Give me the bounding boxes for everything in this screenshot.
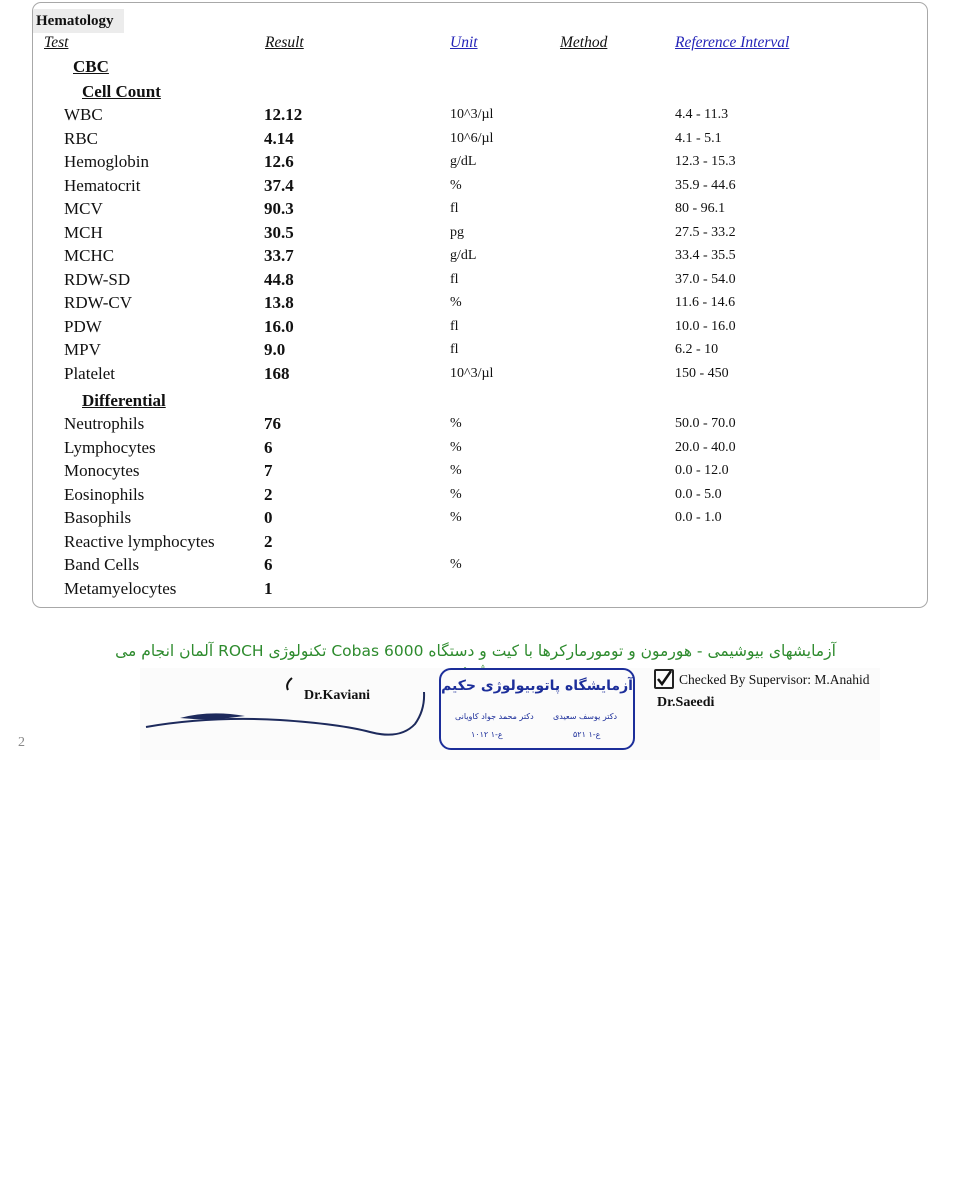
table-row — [0, 508, 959, 532]
result-value: 16.0 — [264, 316, 294, 336]
test-name: MCHC — [64, 246, 115, 265]
table-row — [0, 223, 959, 247]
reference-range: 33.4 - 35.5 — [675, 248, 736, 263]
reference-range: 10.0 - 16.0 — [675, 318, 736, 334]
test-name: Band Cells — [64, 555, 140, 574]
table-row — [0, 270, 959, 294]
test-name: MCV — [64, 199, 103, 218]
table-row — [0, 364, 959, 388]
group-title-cbc: CBC — [73, 57, 109, 76]
reference-range: 35.9 - 44.6 — [675, 177, 736, 193]
stamp-left-code: ع-۱ ۱۰۱۲ — [471, 730, 503, 739]
reference-range: 4.1 - 5.1 — [675, 130, 722, 146]
unit-value: 10^3/µl — [450, 107, 494, 122]
page-number: 2 — [18, 735, 25, 750]
unit-value: fl — [450, 201, 459, 216]
subgroup-title-cell-count: Cell Count — [82, 82, 161, 101]
unit-value: 10^6/µl — [450, 130, 494, 146]
unit-value: % — [450, 510, 462, 525]
unit-value: fl — [450, 318, 459, 334]
unit-value: % — [450, 486, 462, 502]
unit-value: fl — [450, 271, 459, 287]
stamp-right-name: دکتر یوسف سعیدی — [553, 712, 618, 721]
test-name: WBC — [64, 105, 103, 124]
unit-value: pg — [450, 224, 464, 240]
test-name: MPV — [64, 340, 101, 359]
reference-range: 20.0 - 40.0 — [675, 439, 736, 455]
column-header-method: Method — [560, 34, 608, 51]
reference-range: 37.0 - 54.0 — [675, 271, 736, 287]
lab-stamp — [439, 668, 635, 750]
result-value: 1 — [264, 578, 273, 598]
unit-value: % — [450, 557, 462, 572]
reference-range: 11.6 - 14.6 — [675, 295, 736, 310]
result-value: 9.0 — [264, 340, 286, 359]
test-name: RBC — [64, 128, 99, 148]
reference-range: 0.0 - 12.0 — [675, 463, 729, 478]
unit-value: fl — [450, 342, 459, 357]
unit-value: % — [450, 439, 462, 455]
unit-value: % — [450, 463, 462, 478]
test-name: Metamyelocytes — [64, 578, 177, 598]
unit-value: g/dL — [450, 248, 477, 263]
test-name: Lymphocytes — [64, 437, 156, 457]
result-value: 90.3 — [264, 199, 294, 218]
table-row — [0, 317, 959, 341]
reference-range: 6.2 - 10 — [675, 342, 719, 357]
reference-range: 0.0 - 5.0 — [675, 486, 722, 502]
table-row — [0, 176, 959, 200]
table-row — [0, 579, 959, 603]
footer-note: آزمایشهای بیوشیمی - هورمون و تومورمارکرها با کیت و دستگاه Cobas 6000 تکنولوژی ROCH آلمان انجام می — [115, 642, 836, 660]
reference-range: 50.0 - 70.0 — [675, 416, 736, 431]
signature-scribble — [140, 672, 440, 742]
reference-range: 150 - 450 — [675, 365, 729, 381]
table-row — [0, 340, 959, 364]
result-value: 2 — [264, 531, 273, 551]
result-value: 2 — [264, 484, 273, 504]
result-value: 6 — [264, 555, 273, 574]
result-value: 37.4 — [264, 175, 294, 195]
result-value: 76 — [264, 414, 281, 433]
result-value: 12.12 — [264, 105, 303, 124]
stamp-right-code: ع-۱ ۵۲۱ — [573, 730, 601, 739]
table-row — [0, 532, 959, 556]
test-name: PDW — [64, 316, 102, 336]
unit-value: % — [450, 295, 462, 310]
test-name: Hemoglobin — [64, 152, 149, 171]
table-row — [0, 293, 959, 317]
column-header-test: Test — [44, 34, 69, 51]
result-value: 44.8 — [264, 269, 294, 289]
column-header-result: Result — [265, 34, 304, 51]
result-value: 13.8 — [264, 293, 294, 312]
unit-value: 10^3/µl — [450, 365, 494, 381]
column-header-unit: Unit — [450, 34, 478, 51]
reference-range: 4.4 - 11.3 — [675, 107, 729, 122]
unit-value: % — [450, 177, 462, 193]
test-name: Hematocrit — [64, 175, 141, 195]
result-value: 168 — [264, 363, 290, 383]
subgroup-title-differential: Differential — [82, 391, 166, 410]
table-row — [0, 246, 959, 270]
result-value: 7 — [264, 461, 273, 480]
test-name: Monocytes — [64, 461, 140, 480]
section-title: Hematology — [33, 9, 124, 33]
result-value: 4.14 — [264, 128, 294, 148]
result-value: 33.7 — [264, 246, 294, 265]
doctor-name-right: Dr.Saeedi — [657, 695, 715, 710]
test-name: RDW-CV — [64, 293, 132, 312]
table-row — [0, 105, 959, 129]
column-header-reference: Reference Interval — [675, 34, 790, 51]
doctor-name-left: Dr.Kaviani — [304, 688, 370, 703]
table-row — [0, 485, 959, 509]
stamp-title: آزمایشگاه پاتوبیولوژی حکیم — [441, 678, 633, 694]
test-name: Eosinophils — [64, 484, 145, 504]
test-name: Neutrophils — [64, 414, 145, 433]
reference-range: 0.0 - 1.0 — [675, 510, 722, 525]
reference-range: 27.5 - 33.2 — [675, 224, 736, 240]
table-row — [0, 199, 959, 223]
test-name: Reactive lymphocytes — [64, 531, 215, 551]
result-value: 0 — [264, 508, 273, 527]
reference-range: 80 - 96.1 — [675, 201, 726, 216]
unit-value: g/dL — [450, 154, 477, 169]
test-name: RDW-SD — [64, 269, 131, 289]
test-name: Platelet — [64, 363, 115, 383]
table-row — [0, 461, 959, 485]
table-row — [0, 555, 959, 579]
result-value: 30.5 — [264, 222, 294, 242]
reference-range: 12.3 - 15.3 — [675, 154, 736, 169]
table-row — [0, 438, 959, 462]
checkbox-checked-icon — [654, 669, 674, 689]
test-name: MCH — [64, 222, 103, 242]
table-row — [0, 414, 959, 438]
result-value: 12.6 — [264, 152, 294, 171]
supervisor-check-label: Checked By Supervisor: M.Anahid — [679, 672, 870, 687]
stamp-left-name: دکتر محمد جواد کاویانی — [455, 712, 534, 721]
result-value: 6 — [264, 437, 273, 457]
test-name: Basophils — [64, 508, 132, 527]
table-row — [0, 129, 959, 153]
table-row — [0, 152, 959, 176]
unit-value: % — [450, 416, 462, 431]
